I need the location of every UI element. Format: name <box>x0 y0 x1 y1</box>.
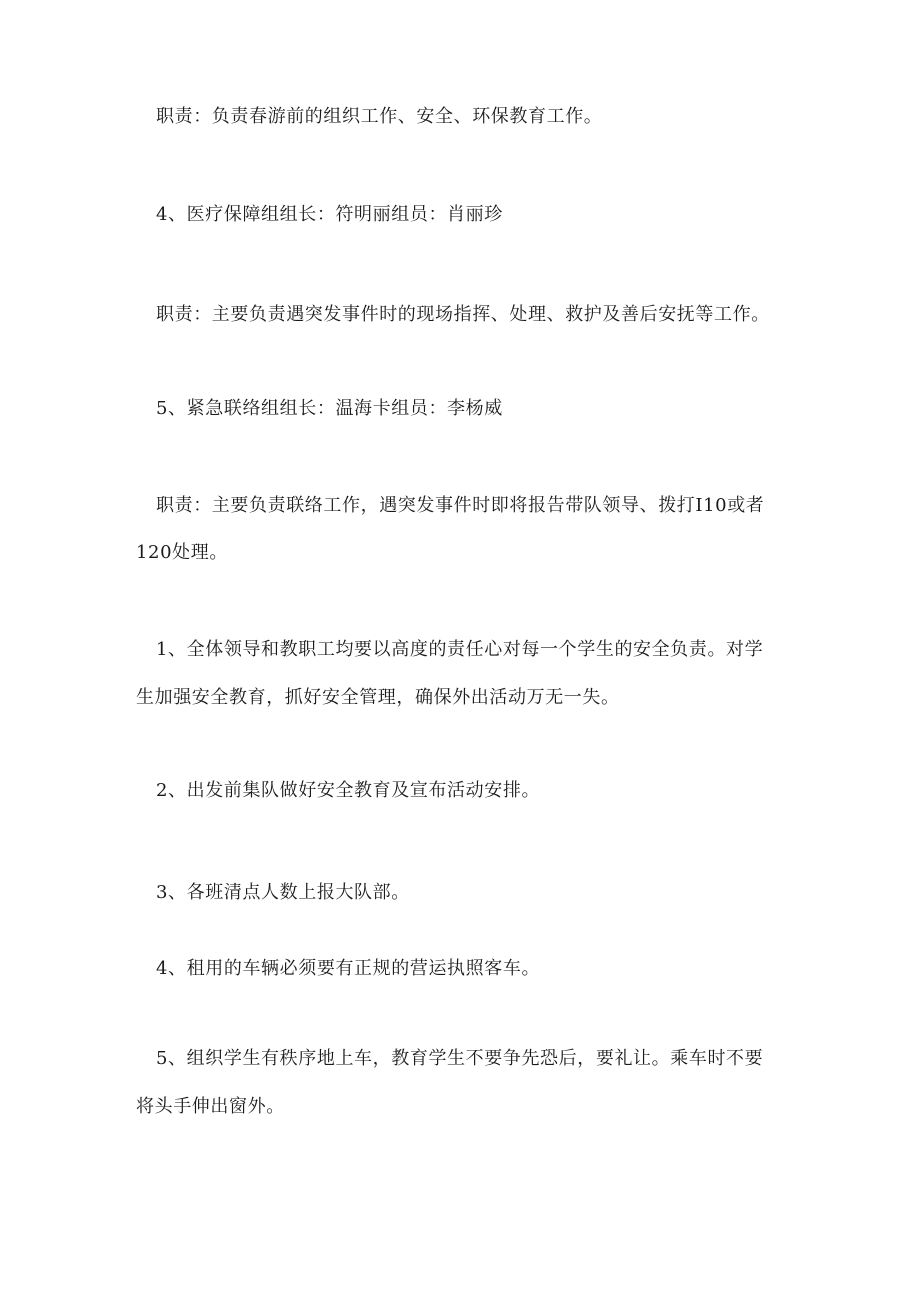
rule-1-line-1: 1、全体领导和教职工均要以高度的责任心对每一个学生的安全负责。对学 <box>156 639 764 660</box>
rule-3: 3、各班清点人数上报大队部。 <box>156 882 410 903</box>
rule-5-line-2: 将头手伸出窗外。 <box>136 1096 285 1117</box>
rule-4: 4、租用的车辆必须要有正规的营运执照客车。 <box>156 958 541 979</box>
duty-paragraph-3-line-1: 职责：主要负责联络工作，遇突发事件时即将报告带队领导、拨打I10或者 <box>156 495 765 516</box>
rule-1-line-2: 生加强安全教育，抓好安全管理，确保外出活动万无一失。 <box>136 687 620 708</box>
duty-paragraph-2: 职责：主要负责遇突发事件时的现场指挥、处理、救护及善后安抚等工作。 <box>156 304 770 325</box>
duty-paragraph-3-line-2: 120处理。 <box>136 542 228 563</box>
duty-paragraph-1: 职责：负责春游前的组织工作、安全、环保教育工作。 <box>156 106 603 127</box>
medical-group-heading: 4、医疗保障组组长：符明丽组员：肖丽珍 <box>156 204 503 225</box>
rule-5-line-1: 5、组织学生有秩序地上车，教育学生不要争先恐后，要礼让。乘车时不要 <box>156 1048 764 1069</box>
emergency-contact-group-heading: 5、紧急联络组组长：温海卡组员：李杨威 <box>156 398 503 419</box>
rule-2: 2、出发前集队做好安全教育及宣布活动安排。 <box>156 780 541 801</box>
